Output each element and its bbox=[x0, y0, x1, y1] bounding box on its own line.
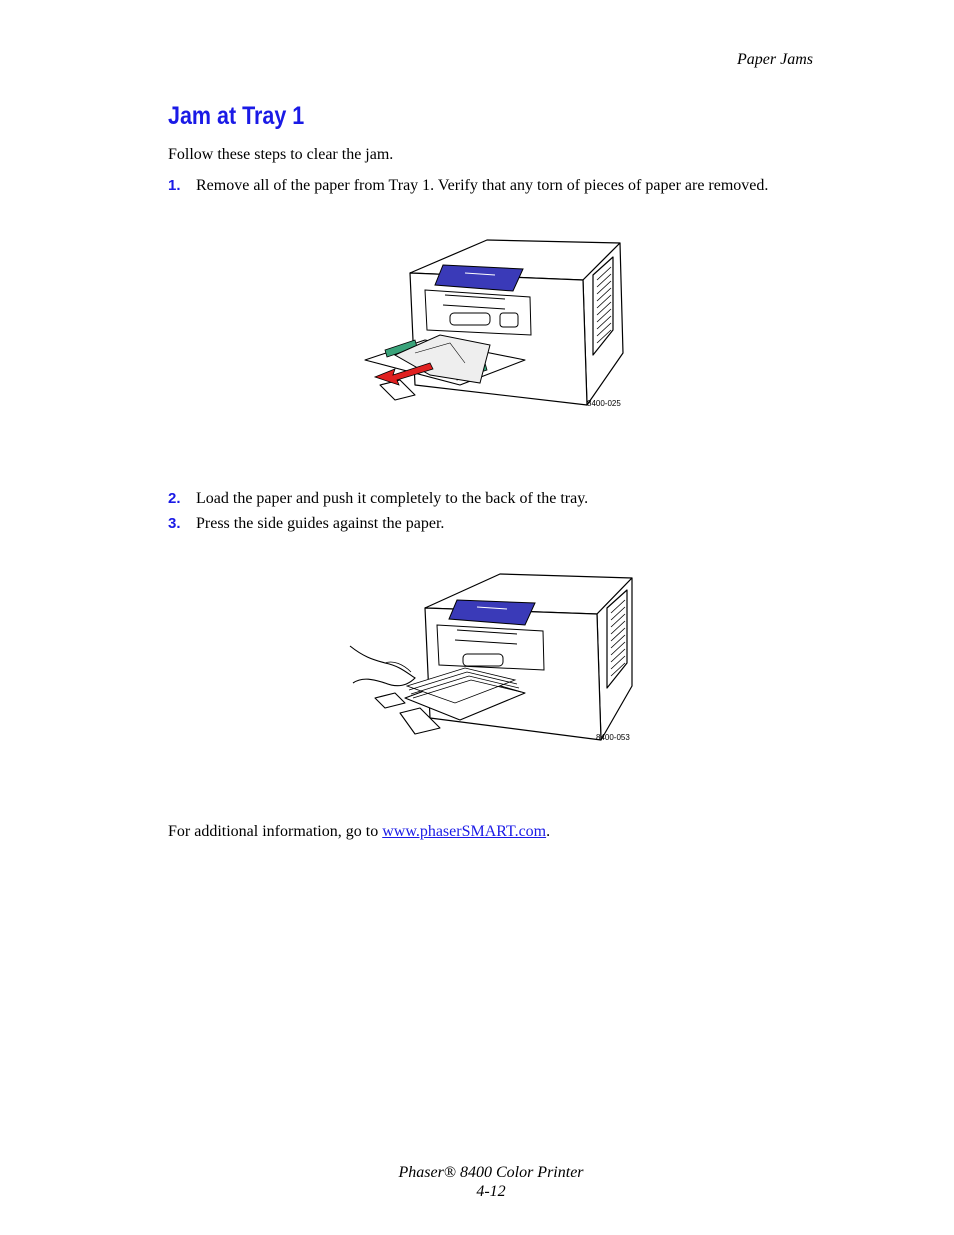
step-text: Press the side guides against the paper. bbox=[196, 515, 445, 532]
intro-text: Follow these steps to clear the jam. bbox=[168, 146, 394, 163]
step-text: Remove all of the paper from Tray 1. Verify that any torn of pieces of paper are removed. bbox=[196, 177, 769, 194]
figure-remove-jammed-paper bbox=[355, 235, 635, 420]
step-1 bbox=[168, 177, 768, 195]
more-info-prefix: For additional information, go to bbox=[168, 823, 383, 840]
figure-load-paper bbox=[345, 568, 635, 753]
footer-page-number: 4-12 bbox=[476, 1183, 506, 1200]
printer-remove-jammed-paper-illustration bbox=[355, 235, 635, 415]
more-info-suffix: . bbox=[546, 823, 551, 840]
step-number: 1. bbox=[168, 177, 181, 194]
step-2 bbox=[168, 490, 588, 508]
step-number: 3. bbox=[168, 515, 181, 532]
footer-product: Phaser® 8400 Color Printer bbox=[398, 1164, 584, 1181]
running-header: Paper Jams bbox=[737, 51, 813, 68]
figure-code: 8400-025 bbox=[587, 399, 621, 408]
phasersmart-link[interactable]: www.phaserSMART.com bbox=[382, 823, 547, 840]
page-title: Jam at Tray 1 bbox=[168, 102, 305, 130]
step-3 bbox=[168, 515, 444, 533]
step-text: Load the paper and push it completely to the back of the tray. bbox=[196, 490, 589, 507]
more-info bbox=[168, 823, 550, 841]
printer-load-paper-illustration bbox=[345, 568, 635, 748]
step-number: 2. bbox=[168, 490, 181, 507]
page-footer bbox=[0, 1163, 954, 1201]
figure-code: 8400-053 bbox=[596, 733, 630, 742]
